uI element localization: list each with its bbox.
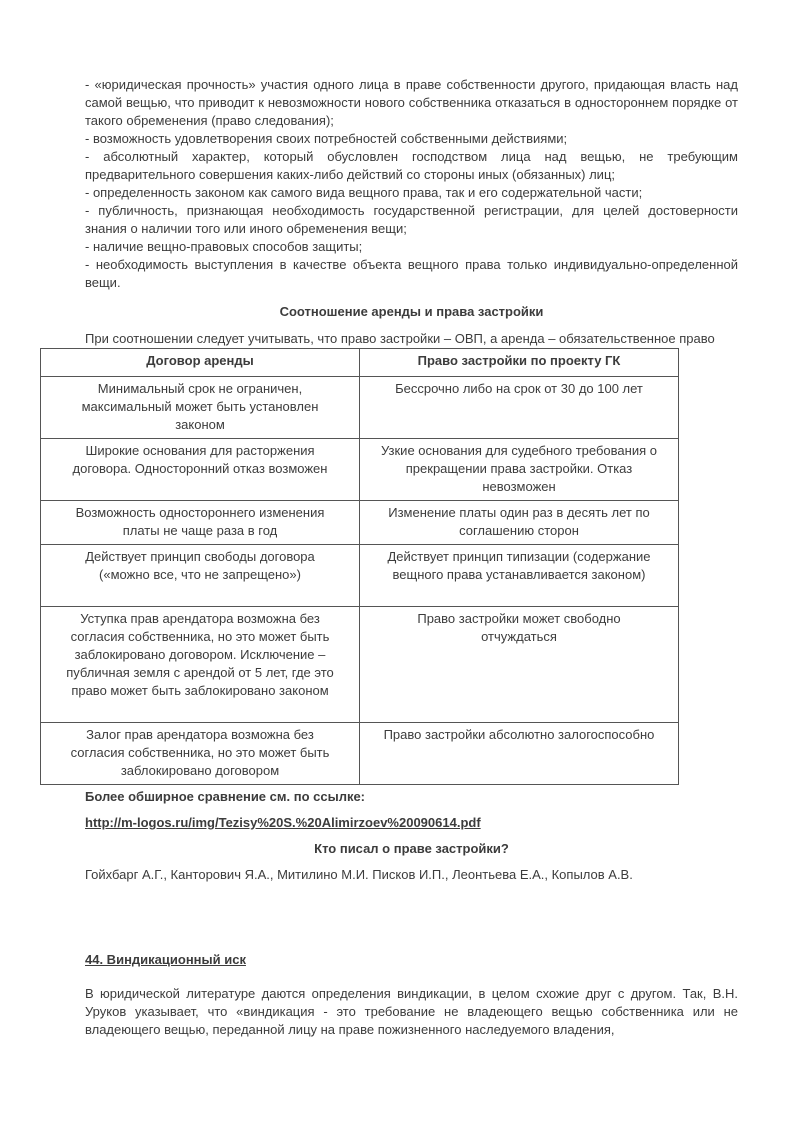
table-row — [41, 439, 679, 501]
bullet-item: - наличие вещно-правовых способов защиты; — [85, 239, 363, 254]
table-header: Право застройки по проекту ГК — [360, 349, 679, 377]
intro-text: При соотношении следует учитывать, что право застройки – ОВП, а аренда – обязательственное право — [85, 331, 715, 346]
table-row — [41, 377, 679, 439]
section-44-title: 44. Виндикационный иск — [85, 952, 246, 967]
bullet-list — [85, 76, 738, 292]
authors-list: Гойхбарг А.Г., Канторович Я.А., Митилино М.И. Писков И.П., Леонтьева Е.А., Копылов А.В. — [85, 867, 633, 882]
table-row — [41, 607, 679, 723]
table-header: Договор аренды — [41, 349, 360, 377]
table-row — [41, 723, 679, 785]
bullet-item: - необходимость выступления в качестве объекта вещного права только индивидуально-определенной вещи. — [85, 257, 738, 290]
table-row — [41, 545, 679, 607]
table-cell: Действует принцип свободы договора («можно все, что не запрещено») — [41, 545, 360, 607]
bullet-item: - определенность законом как самого вида вещного права, так и его содержательной части; — [85, 185, 643, 200]
table-cell: Право застройки абсолютно залогоспособно — [360, 723, 679, 785]
bullet-item: - возможность удовлетворения своих потребностей собственными действиями; — [85, 131, 568, 146]
table-cell: Действует принцип типизации (содержание вещного права устанавливается законом) — [360, 545, 679, 607]
table-cell: Уступка прав арендатора возможна без согласия собственника, но это может быть заблокировано договором. Исключение – публичная земля с арендой от 5 лет, где это право может быть заблокировано законом — [41, 607, 360, 723]
comparison-table — [40, 348, 679, 785]
table-cell: Широкие основания для расторжения договора. Односторонний отказ возможен — [41, 439, 360, 501]
link-container — [85, 814, 738, 832]
table-cell: Возможность одностороннего изменения платы не чаще раза в год — [41, 501, 360, 545]
bullet-item: - публичность, признающая необходимость государственной регистрации, для целей достоверности знания о наличии того или иного обременения вещи; — [85, 203, 738, 236]
table-cell: Изменение платы один раз в десять лет по соглашению сторон — [360, 501, 679, 545]
table-cell: Право застройки может свободно отчуждаться — [360, 607, 679, 723]
question-heading: Кто писал о праве застройки? — [314, 841, 509, 856]
table-cell: Узкие основания для судебного требования о прекращении права застройки. Отказ невозможен — [360, 439, 679, 501]
more-label: Более обширное сравнение см. по ссылке: — [85, 789, 366, 804]
section-title: Соотношение аренды и права застройки — [279, 304, 544, 319]
table-header-row — [41, 349, 679, 377]
table-cell: Минимальный срок не ограничен, максимальный может быть установлен законом — [41, 377, 360, 439]
table-row — [41, 501, 679, 545]
bullet-item: - абсолютный характер, который обусловлен господством лица над вещью, не требующим предварительного совершения каких-либо действий со стороны иных (обязанных) лиц; — [85, 149, 738, 182]
section-44-text: В юридической литературе даются определения виндикации, в целом схожие друг с другом. Так, В.Н. Уруков указывает, что «виндикация - это требование не владеющего вещью собственника или не владеющего вещью, переданной лицу на праве пожизненного наследуемого владения, — [85, 986, 738, 1037]
page-content — [85, 76, 738, 348]
comparison-link[interactable]: http://m-logos.ru/img/Tezisy%20S.%20Alimirzoev%20090614.pdf — [85, 815, 481, 830]
bullet-item: - «юридическая прочность» участия одного лица в праве собственности другого, придающая власть над самой вещью, что приводит к невозможности нового собственника отказаться в одностороннем порядке от такого обременения (право следования); — [85, 77, 738, 128]
table-cell: Бессрочно либо на срок от 30 до 100 лет — [360, 377, 679, 439]
table-cell: Залог прав арендатора возможна без согласия собственника, но это может быть заблокировано договором — [41, 723, 360, 785]
